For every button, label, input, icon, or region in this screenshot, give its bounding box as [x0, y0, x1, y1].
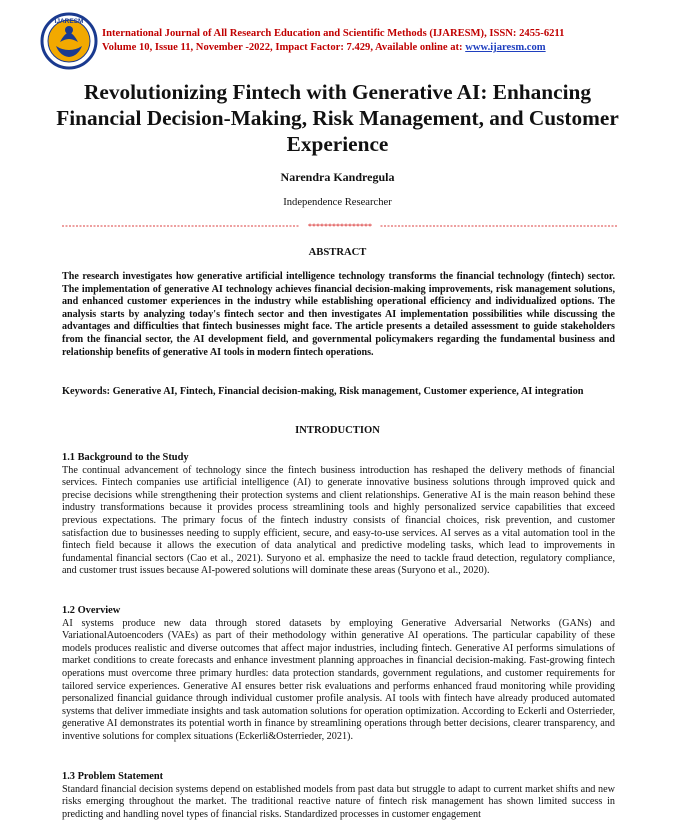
section-heading: 1.2 Overview — [62, 605, 121, 616]
journal-url-link[interactable]: www.ijaresm.com — [465, 42, 546, 53]
paper-title: Revolutionizing Fintech with Generative AI: Enhancing Financial Decision-Making, Risk Management, and Customer Experience — [56, 80, 619, 156]
section-text: Standard financial decision systems depend on established models from past data but struggle to adapt to current market shifts and new risks emerging throughout the market. The traditional reactive nature of fintech risk management has shown limited success in predicting and handling novel types of financial risks. Standardized processes in customer engagement — [62, 783, 615, 820]
abstract-heading: ABSTRACT — [308, 247, 367, 258]
author-name: Narendra Kandregula — [280, 170, 395, 184]
section-overview — [62, 605, 615, 744]
journal-header — [40, 12, 640, 60]
journal-name: International Journal of All Research Education and Scientific Methods (IJARESM), ISSN: 2455-6211 — [102, 28, 565, 39]
abstract-text: The research investigates how generative artificial intelligence technology transforms the financial technology (fintech) sector. The implementation of generative AI technology achieves financial decision-making improvements, risk management solutions, and enhanced customer experiences in the industry while establishing operational efficiency and individualized options. The analysis starts by analyzing today's fintech sector and then investigates AI implementation possibilities while discussing the advantages and difficulties that fintech businesses might face. The article presents a detailed assessment to guide stakeholders from the financial sector, the AI development field, and governmental policymakers regarding the fundamental business and relationship benefits of generative AI tools in modern fintech operations. — [62, 271, 615, 358]
section-heading: 1.3 Problem Statement — [62, 771, 164, 782]
journal-volume-text: Volume 10, Issue 11, November -2022, Impact Factor: 7.429, Available online at: — [102, 42, 466, 53]
section-text: The continual advancement of technology since the fintech business introduction has reshaped the delivery methods of financial services. Fintech companies use artificial intelligence (AI) to generate innovative business solutions through improved quick and precise decisions while strengthening their protection systems and client relationships. Generative AI is the main reason behind these industry transformations because it provides process streamlining tools and highly personalized service capabilities that exceed previous expectations. The primary focus of the fintech industry consists of financial choices, risk prevention, and customer satisfaction due to businesses needing to supply efficient, secure, and easy-to-use services. AI serves as a vital automation tool in the fintech field because it allows the execution of data analytical and predictive modeling tasks, which lead to improvements in fundamental financial sectors (Cao et al., 2021). Suryono et al. emphasize the need to tackle fraud detection, regulatory compliance, and customer trust issues because AI-powered solutions will dominate these areas (Suryono et al., 2020). — [62, 464, 615, 577]
section-divider — [62, 222, 617, 230]
section-problem-statement — [62, 771, 615, 821]
svg-text:IJARESM: IJARESM — [54, 18, 84, 25]
journal-logo-icon — [40, 12, 98, 70]
author-affiliation: Independence Researcher — [283, 197, 392, 208]
journal-issue-info — [102, 42, 546, 53]
section-heading: 1.1 Background to the Study — [62, 452, 189, 463]
divider-stars: **************** — [308, 222, 372, 230]
keywords-text: Keywords: Generative AI, Fintech, Financial decision-making, Risk management, Customer experience, AI integration — [62, 386, 584, 397]
section-text: AI systems produce new data through stored datasets by employing Generative Adversarial Networks (GANs) and VariationalAutoencoders (VAEs) as part of their methodology within generative AI operations. The particular capability of these models produces realistic and diverse outcomes that affect major industries, including fintech. Generative AI performs simulations of market conditions to create forecasts and enhance investment planning approaches in financial decision-making. Fast-growing fintech operations must overcome three primary hurdles: data protection standards, government regulations, and customer requirements for tailored service experiences. Generative AI ensures better risk evaluations and performs enhanced fraud monitoring while providing personalized financial guidance through individual customer profile analysis. AI tools with fintech have already produced automated systems that deliver immediate insights and task automation solutions for operation optimization. According to Eckerli and Osterrieder, generative AI demonstrates its potential worth in finance by streamlining operations through better decisions, clearer transparency, and inventive solutions for complex situations (Eckerli&Osterrieder, 2021). — [62, 617, 615, 742]
introduction-heading: INTRODUCTION — [295, 425, 380, 436]
section-background — [62, 452, 615, 578]
